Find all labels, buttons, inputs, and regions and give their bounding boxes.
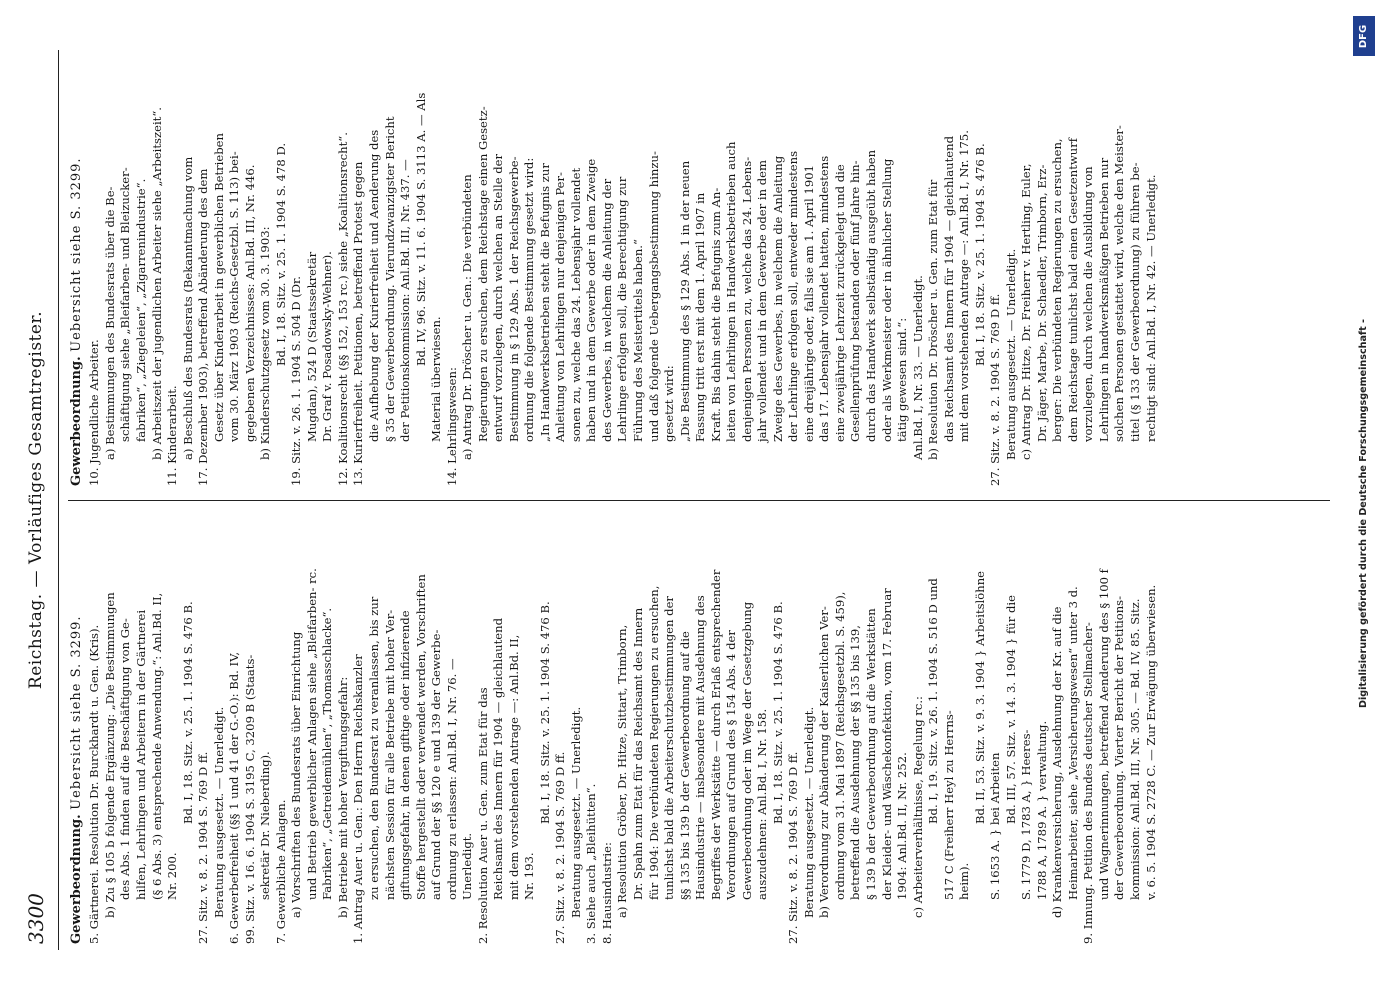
left-register-line: der Gewerbeordnung. Vierter Bericht der Petitions- bbox=[1112, 595, 1127, 900]
right-register-line: 13. Kurierfreiheit. Petitionen, betreffend Protest gegen bbox=[351, 161, 366, 486]
right-register-line: Bd. I, 18. Sitz. v. 25. 1. 1904 S. 476 B. bbox=[972, 143, 987, 366]
dfg-logo bbox=[1353, 16, 1375, 56]
left-register-line: 5. Gärtnerei. Resolution Dr. Burckhardt u. Gen. (Kris). bbox=[87, 624, 102, 944]
right-register-line: Anl.Bd. I, Nr. 33. — Unerledigt. bbox=[910, 275, 925, 460]
right-register-line: gegebenen Verzeichnisses: Anl.Bd. III, Nr. 446. bbox=[242, 164, 257, 442]
left-register-line: und Betrieb gewerblicher Anlagen siehe „Bleifarben- rc. bbox=[304, 568, 319, 900]
left-column-heading bbox=[68, 514, 85, 944]
left-register-line: Verordnungen auf Grund des § 154 Abs. 4 der bbox=[724, 630, 739, 900]
right-register-line: 17. Dezember 1903), betreffend Abänderung des dem bbox=[196, 168, 211, 486]
left-register-line: Stoffe hergestellt oder verwendet werden, Vorschriften bbox=[413, 574, 428, 900]
left-register-line: Hausindustrie — insbesondere mit Ausdehnung des bbox=[693, 595, 708, 900]
left-register-line: 27. Sitz. v. 8. 2. 1904 S. 769 D ff. bbox=[786, 751, 801, 944]
left-register-line: b) Zu § 105 b folgende Ergänzung: „Die Bestimmungen bbox=[102, 592, 117, 918]
right-register-line: 12. Koalitionsrecht (§§ 152, 153 rc.) siehe „Koalitionsrecht“. bbox=[335, 132, 350, 486]
digitization-credit bbox=[1351, 8, 1377, 992]
right-register-line: Lehrlinge erfolgen soll, die Berechtigung zur bbox=[615, 176, 630, 442]
left-register-line: 3. Siehe auch „Bleihütten“. bbox=[584, 783, 599, 944]
left-register-line: Nr. 193. bbox=[522, 852, 537, 900]
left-register-line: heim). bbox=[957, 862, 972, 900]
page-number: 3300 bbox=[24, 893, 48, 944]
right-register-line: gesetzt wird: bbox=[662, 365, 677, 442]
left-register-line: mit dem vorstehenden Antrage —: Anl.Bd. II, bbox=[506, 634, 521, 900]
left-register-line: der Kleider- und Wäschekonfektion, vom 17. Februar bbox=[879, 588, 894, 900]
left-register-line: zu ersuchen, den Bundesrat zu veranlassen, bis zur bbox=[366, 596, 381, 900]
right-register-line: die Aufhebung der Kurierfreiheit und Aenderung des bbox=[366, 129, 381, 442]
right-register-line: 11. Kinderarbeit. bbox=[165, 385, 180, 486]
left-register-line: c) Arbeiterverhältnisse, Regelung rc.: bbox=[910, 696, 925, 918]
left-register-line: Dr. Spahn zum Etat für das Reichsamt des Innern bbox=[631, 607, 645, 900]
left-register-line: für 1904: Die verbündeten Regierungen zu ersuchen, bbox=[646, 585, 661, 900]
right-register-line: jahr vollendet und in dem Gewerbe oder in dem bbox=[755, 159, 770, 442]
left-register-line: a) Vorschriften des Bundesrats über Einrichtung bbox=[289, 631, 304, 918]
left-register-line: 517 C (Freiherr Heyl zu Herrns- bbox=[941, 710, 956, 900]
right-register-line: der Petitionskommission: Anl.Bd. III, Nr. 437. — bbox=[398, 159, 413, 442]
digitization-note-text: Digitalisierung gefördert durch die Deutsche Forschungsgemeinschaft - bbox=[1358, 318, 1370, 709]
left-register-line: betreffend die Ausdehnung der §§ 135 bis 139, bbox=[848, 625, 863, 900]
left-register-line: 1904: Anl.Bd. II, Nr. 252. bbox=[895, 752, 910, 900]
right-register-line: berger: Die verbündeten Regierungen zu ersuchen, bbox=[1050, 138, 1065, 442]
right-register-line: mit dem vorstehenden Antrage —: Anl.Bd. I, Nr. 175. bbox=[957, 130, 972, 442]
right-register-line: ordnung die folgende Bestimmung gesetzt wird: bbox=[522, 157, 537, 442]
left-register-line: Bd. I, 18. Sitz. v. 25. 1. 1904 S. 476 B. bbox=[770, 601, 785, 824]
left-column-text bbox=[87, 514, 1159, 944]
right-register-line: leiten von Lehrlingen in Handwerksbetrieben auch bbox=[724, 141, 739, 442]
right-register-line: § 35 der Gewerbeordnung. Vierundzwanzigster Bericht bbox=[382, 116, 397, 442]
left-register-line: 99. Sitz. v. 16. 6. 1904 S. 3195 C, 3209 B (Staats- bbox=[242, 654, 257, 944]
right-register-line: der Lehrlinge erfolgen soll, entweder mindestens bbox=[786, 150, 801, 442]
right-register-line: dem Reichstage tunlichst bald einen Gesetzentwurf bbox=[1065, 137, 1080, 442]
left-register-line: Bd. I, 18. Sitz. v. 25. 1. 1904 S. 476 B. bbox=[537, 601, 552, 824]
left-register-line: 1788 A, 1789 A. } verwaltung. bbox=[1034, 720, 1049, 900]
right-register-line: schäftigung siehe „Bleifarben- und Bleizucker- bbox=[118, 167, 133, 442]
right-register-line: titel (§ 133 der Gewerbeordnung) zu führen be- bbox=[1128, 162, 1142, 442]
left-register-line: und Wagnerinnungen, betreffend Aenderung des § 100 f bbox=[1096, 569, 1111, 900]
left-register-line: auszudehnen: Anl.Bd. I, Nr. 158. bbox=[755, 708, 770, 900]
page-header bbox=[18, 50, 59, 950]
left-register-line: 6. Gewerbefreiheit (§§ 1 und 41 der G.-O.): Bd. IV, bbox=[227, 651, 242, 944]
left-register-line: Reichsamt des Innern für 1904 — gleichlautend bbox=[491, 617, 506, 900]
right-register-line: 10. Jugendliche Arbeiter. bbox=[87, 339, 102, 486]
right-register-line: Dr. Graf v. Posadowsky-Wehner). bbox=[320, 251, 335, 442]
right-register-line: Bd. I, 18. Sitz. v. 25. 1. 1904 S. 478 D. bbox=[273, 142, 288, 366]
left-register-line: Fabriken“, „Getreidemühlen“, „Thomasschlacke“. bbox=[320, 607, 335, 900]
right-register-line: Lehrlingen in handwerksmäßigen Betrieben nur bbox=[1096, 157, 1111, 442]
right-register-line: b) Arbeitszeit der jugendlichen Arbeiter siehe „Arbeitszeit“. bbox=[149, 107, 164, 460]
left-register-line: a) Resolution Gröber, Dr. Hitze, Sittart, Trimborn, bbox=[615, 624, 630, 918]
right-column bbox=[68, 56, 1330, 486]
right-register-line: eine dreijährige oder, falls sie am 1. April 1901 bbox=[801, 165, 816, 442]
left-register-line: Begriffes der Werkstätte — durch Erlaß entsprechender bbox=[708, 569, 723, 900]
right-register-line: Bestimmung in § 129 Abs. 1 der Reichsgewerbe- bbox=[506, 156, 521, 442]
right-register-line: a) Antrag Dr. Dröscher u. Gen.: Die verbündeten bbox=[460, 174, 475, 460]
left-register-line: auf Grund der §§ 120 e und 139 der Gewerbe- bbox=[429, 629, 444, 900]
left-heading-overview: Uebersicht siehe S. 3299. bbox=[69, 615, 84, 810]
right-register-line: Anleitung von Lehrlingen nur denjenigen Per- bbox=[553, 172, 568, 442]
right-register-line: entwurf vorzulegen, durch welchen an Stelle der bbox=[491, 153, 506, 442]
right-register-line: denjenigen Personen zu, welche das 24. Lebens- bbox=[739, 156, 754, 442]
left-register-line: ordnung zu erlassen: Anl.Bd. I, Nr. 76. — bbox=[444, 658, 459, 900]
left-register-line: Nr. 200. bbox=[165, 852, 180, 900]
right-register-line: „In Handwerksbetrieben steht die Befugnis zur bbox=[537, 163, 552, 442]
left-register-line: Beratung ausgesetzt. — Unerledigt. bbox=[568, 706, 583, 918]
right-register-line: Beratung ausgesetzt. — Unerledigt. bbox=[1003, 248, 1018, 460]
right-register-line: das Reichsamt des Innern für 1904 — gleichlautend bbox=[941, 135, 956, 442]
right-register-line: Gesetz über Kinderarbeit in gewerblichen Betrieben bbox=[211, 133, 226, 442]
left-register-line: b) Betriebe mit hoher Vergiftungsgefahr: bbox=[335, 676, 350, 918]
right-register-line: durch das Handwerk selbständig ausgeübt haben bbox=[863, 149, 878, 442]
right-column-heading bbox=[68, 56, 85, 486]
left-register-line: 27. Sitz. v. 8. 2. 1904 S. 769 D ff. bbox=[196, 751, 211, 944]
left-register-line: Unerledigt. bbox=[460, 832, 475, 900]
left-register-line: Beratung ausgesetzt. — Unerledigt. bbox=[801, 706, 816, 918]
left-register-line: b) Verordnung zur Abänderung der Kaiserlichen Ver- bbox=[817, 606, 832, 918]
left-register-line: 8. Hausindustrie: bbox=[599, 842, 614, 944]
right-register-line: Bd. IV, 96. Sitz. v. 11. 6. 1904 S. 3113 A. — Als bbox=[413, 92, 428, 366]
right-register-line: c) Antrag Dr. Hitze, Dr. Freiherr v. Hertling, Euler, bbox=[1019, 163, 1034, 460]
left-register-line: Heimarbeiter, siehe „Versicherungswesen“ unter 3 d. bbox=[1065, 586, 1080, 900]
right-register-line: oder als Werkmeister oder in ähnlicher Stellung bbox=[879, 158, 894, 442]
left-register-line: 2. Resolution Auer u. Gen. zum Etat für das bbox=[475, 687, 490, 944]
left-register-line: S. 1779 D, 1783 A, } Heeres- bbox=[1019, 729, 1034, 900]
right-column-text bbox=[87, 56, 1159, 486]
right-register-line: rechtigt sind: Anl.Bd. I, Nr. 42. — Unerledigt. bbox=[1143, 174, 1158, 442]
right-register-line: 14. Lehrlingswesen: bbox=[444, 367, 459, 486]
left-register-line: Gewerbeordnung oder im Wege der Gesetzgebung bbox=[739, 601, 754, 900]
left-register-line: d) Krankenversicherung, Ausdehnung der Kr. auf die bbox=[1050, 606, 1065, 918]
left-register-line: 1. Antrag Auer u. Gen.: Den Herrn Reichskanzler bbox=[351, 654, 366, 944]
right-register-line: haben und in dem Gewerbe oder in dem Zweige bbox=[584, 158, 599, 442]
right-register-line: a) Beschluß des Bundesrats (Bekanntmachung vom bbox=[180, 156, 195, 460]
right-register-line: fabriken“, „Ziegeleien“, „Zigarrenindustrie“. bbox=[134, 178, 148, 442]
left-register-line: des Abs. 1 finden auf die Beschäftigung von Ge- bbox=[118, 618, 133, 900]
left-register-line: 27. Sitz. v. 8. 2. 1904 S. 769 D ff. bbox=[553, 751, 568, 944]
left-register-line: hilfen, Lehrlingen und Arbeitern in der Gärtnerei bbox=[134, 609, 148, 900]
right-register-line: das 17. Lebensjahr vollendet hatten, mindestens bbox=[817, 155, 832, 442]
left-heading-title: Gewerbeordnung. bbox=[69, 814, 84, 944]
right-register-line: Fassung tritt erst mit dem 1. April 1907 in bbox=[693, 192, 708, 442]
right-register-line: Mugdan), 524 D (Staatssekretär bbox=[304, 251, 319, 442]
right-register-line: a) Bestimmungen des Bundesrats über die Be- bbox=[102, 186, 117, 460]
left-register-line: Bd. I, 18. Sitz. v. 25. 1. 1904 S. 476 B. bbox=[180, 601, 195, 824]
left-register-line: ordnung vom 31. Mai 1897 (Reichsgesetzbl. S. 459), bbox=[832, 591, 847, 900]
left-register-line: (§ 6 Abs. 3) entsprechende Anwendung.“: Anl.Bd. II, bbox=[149, 592, 164, 900]
right-register-line: Dr. Jäger, Marbe, Dr. Schaedler, Trimborn, Erz- bbox=[1034, 164, 1049, 442]
left-register-line: Bd. III, 57. Sitz. v. 14. 3. 1904 } für die bbox=[1003, 595, 1018, 824]
right-register-line: 19. Sitz. v. 26. 1. 1904 S. 504 D (Dr. bbox=[289, 276, 304, 486]
right-heading-overview: Uebersicht siehe S. 3299. bbox=[69, 157, 84, 352]
left-register-line: kommission: Anl.Bd. III, Nr. 305. — Bd. IV, 85. Sitz. bbox=[1128, 598, 1142, 900]
column-divider bbox=[68, 500, 1330, 501]
right-register-line: des Gewerbes, in welchem die Anleitung der bbox=[599, 178, 614, 442]
left-register-line: Bd. II, 53. Sitz. v. 9. 3. 1904 } Arbeitslöhne bbox=[972, 570, 987, 824]
left-register-line: Beratung ausgesetzt. — Unerledigt. bbox=[211, 706, 226, 918]
right-register-line: b) Kinderschutzgesetz vom 30. 3. 1903: bbox=[258, 226, 273, 460]
right-register-line: eine zweijährige Lehrzeit zurückgelegt und die bbox=[832, 164, 847, 442]
right-register-line: vom 30. März 1903 (Reichs-Gesetzbl. S. 113) bei- bbox=[227, 151, 242, 442]
right-register-line: vorzulegen, durch welchen die Ausbildung von bbox=[1081, 166, 1096, 442]
right-register-line: „Die Bestimmung des § 129 Abs. 1 in der neuen bbox=[677, 160, 692, 442]
left-register-line: Bd. I, 19. Sitz. v. 26. 1. 1904 S. 516 D und bbox=[926, 578, 941, 824]
left-register-line: nächsten Session für alle Betriebe mit hoher Ver- bbox=[382, 609, 397, 900]
left-register-line: §§ 135 bis 139 b der Gewerbeordnung auf die bbox=[677, 631, 692, 900]
right-heading-title: Gewerbeordnung. bbox=[69, 356, 84, 486]
left-column bbox=[68, 514, 1330, 944]
right-register-line: Führung des Meistertitels haben.“ bbox=[631, 239, 645, 442]
left-register-line: giftungsgefahr, in denen giftige oder infizierende bbox=[398, 610, 413, 900]
right-register-line: Kraft. Bis dahin steht die Befugnis zum An- bbox=[708, 187, 723, 442]
right-register-line: solchen Personen gestattet wird, welche den Meister- bbox=[1112, 125, 1127, 442]
left-register-line: § 139 b der Gewerbeordnung auf die Werkstätten bbox=[863, 608, 878, 900]
right-register-line: Gesellenprüfung bestanden oder fünf Jahre hin- bbox=[848, 160, 863, 442]
left-register-line: tunlichst bald die Arbeiterschutzbestimmungen der bbox=[662, 596, 677, 900]
right-register-line: tätig gewesen sind.“: bbox=[895, 317, 910, 442]
running-title: Reichstag. — Vorläufiges Gesamtregister. bbox=[26, 310, 46, 690]
right-register-line: Regierungen zu ersuchen, dem Reichstage einen Gesetz- bbox=[475, 106, 490, 442]
right-register-line: 27. Sitz. v. 8. 2. 1904 S. 769 D ff. bbox=[988, 293, 1003, 486]
left-register-line: S. 1653 A. } bei Arbeiten bbox=[988, 752, 1003, 900]
left-register-line: 9. Innung. Petition des Bundes deutscher Stellmacher- bbox=[1081, 622, 1096, 944]
right-register-line: Material überwiesen. bbox=[429, 316, 444, 442]
dfg-logo-text: DFG bbox=[1358, 24, 1370, 48]
register-page bbox=[10, 30, 1350, 970]
right-register-line: und daß folgende Uebergangsbestimmung hinzu- bbox=[646, 151, 661, 442]
right-register-line: b) Resolution Dr. Dröscher u. Gen. zum Etat für bbox=[926, 179, 941, 460]
left-register-line: v. 6. 5. 1904 S. 2728 C. — Zur Erwägung überwiesen. bbox=[1143, 584, 1158, 900]
digitization-note bbox=[1355, 68, 1373, 948]
left-register-line: sekretär Dr. Nieberding). bbox=[258, 751, 273, 900]
right-register-line: Zweige des Gewerbes, in welchem die Anleitung bbox=[770, 155, 785, 442]
right-register-line: sonen zu, welche das 24. Lebensjahr vollendet bbox=[568, 167, 583, 442]
left-register-line: 7. Gewerbliche Anlagen. bbox=[273, 799, 288, 944]
